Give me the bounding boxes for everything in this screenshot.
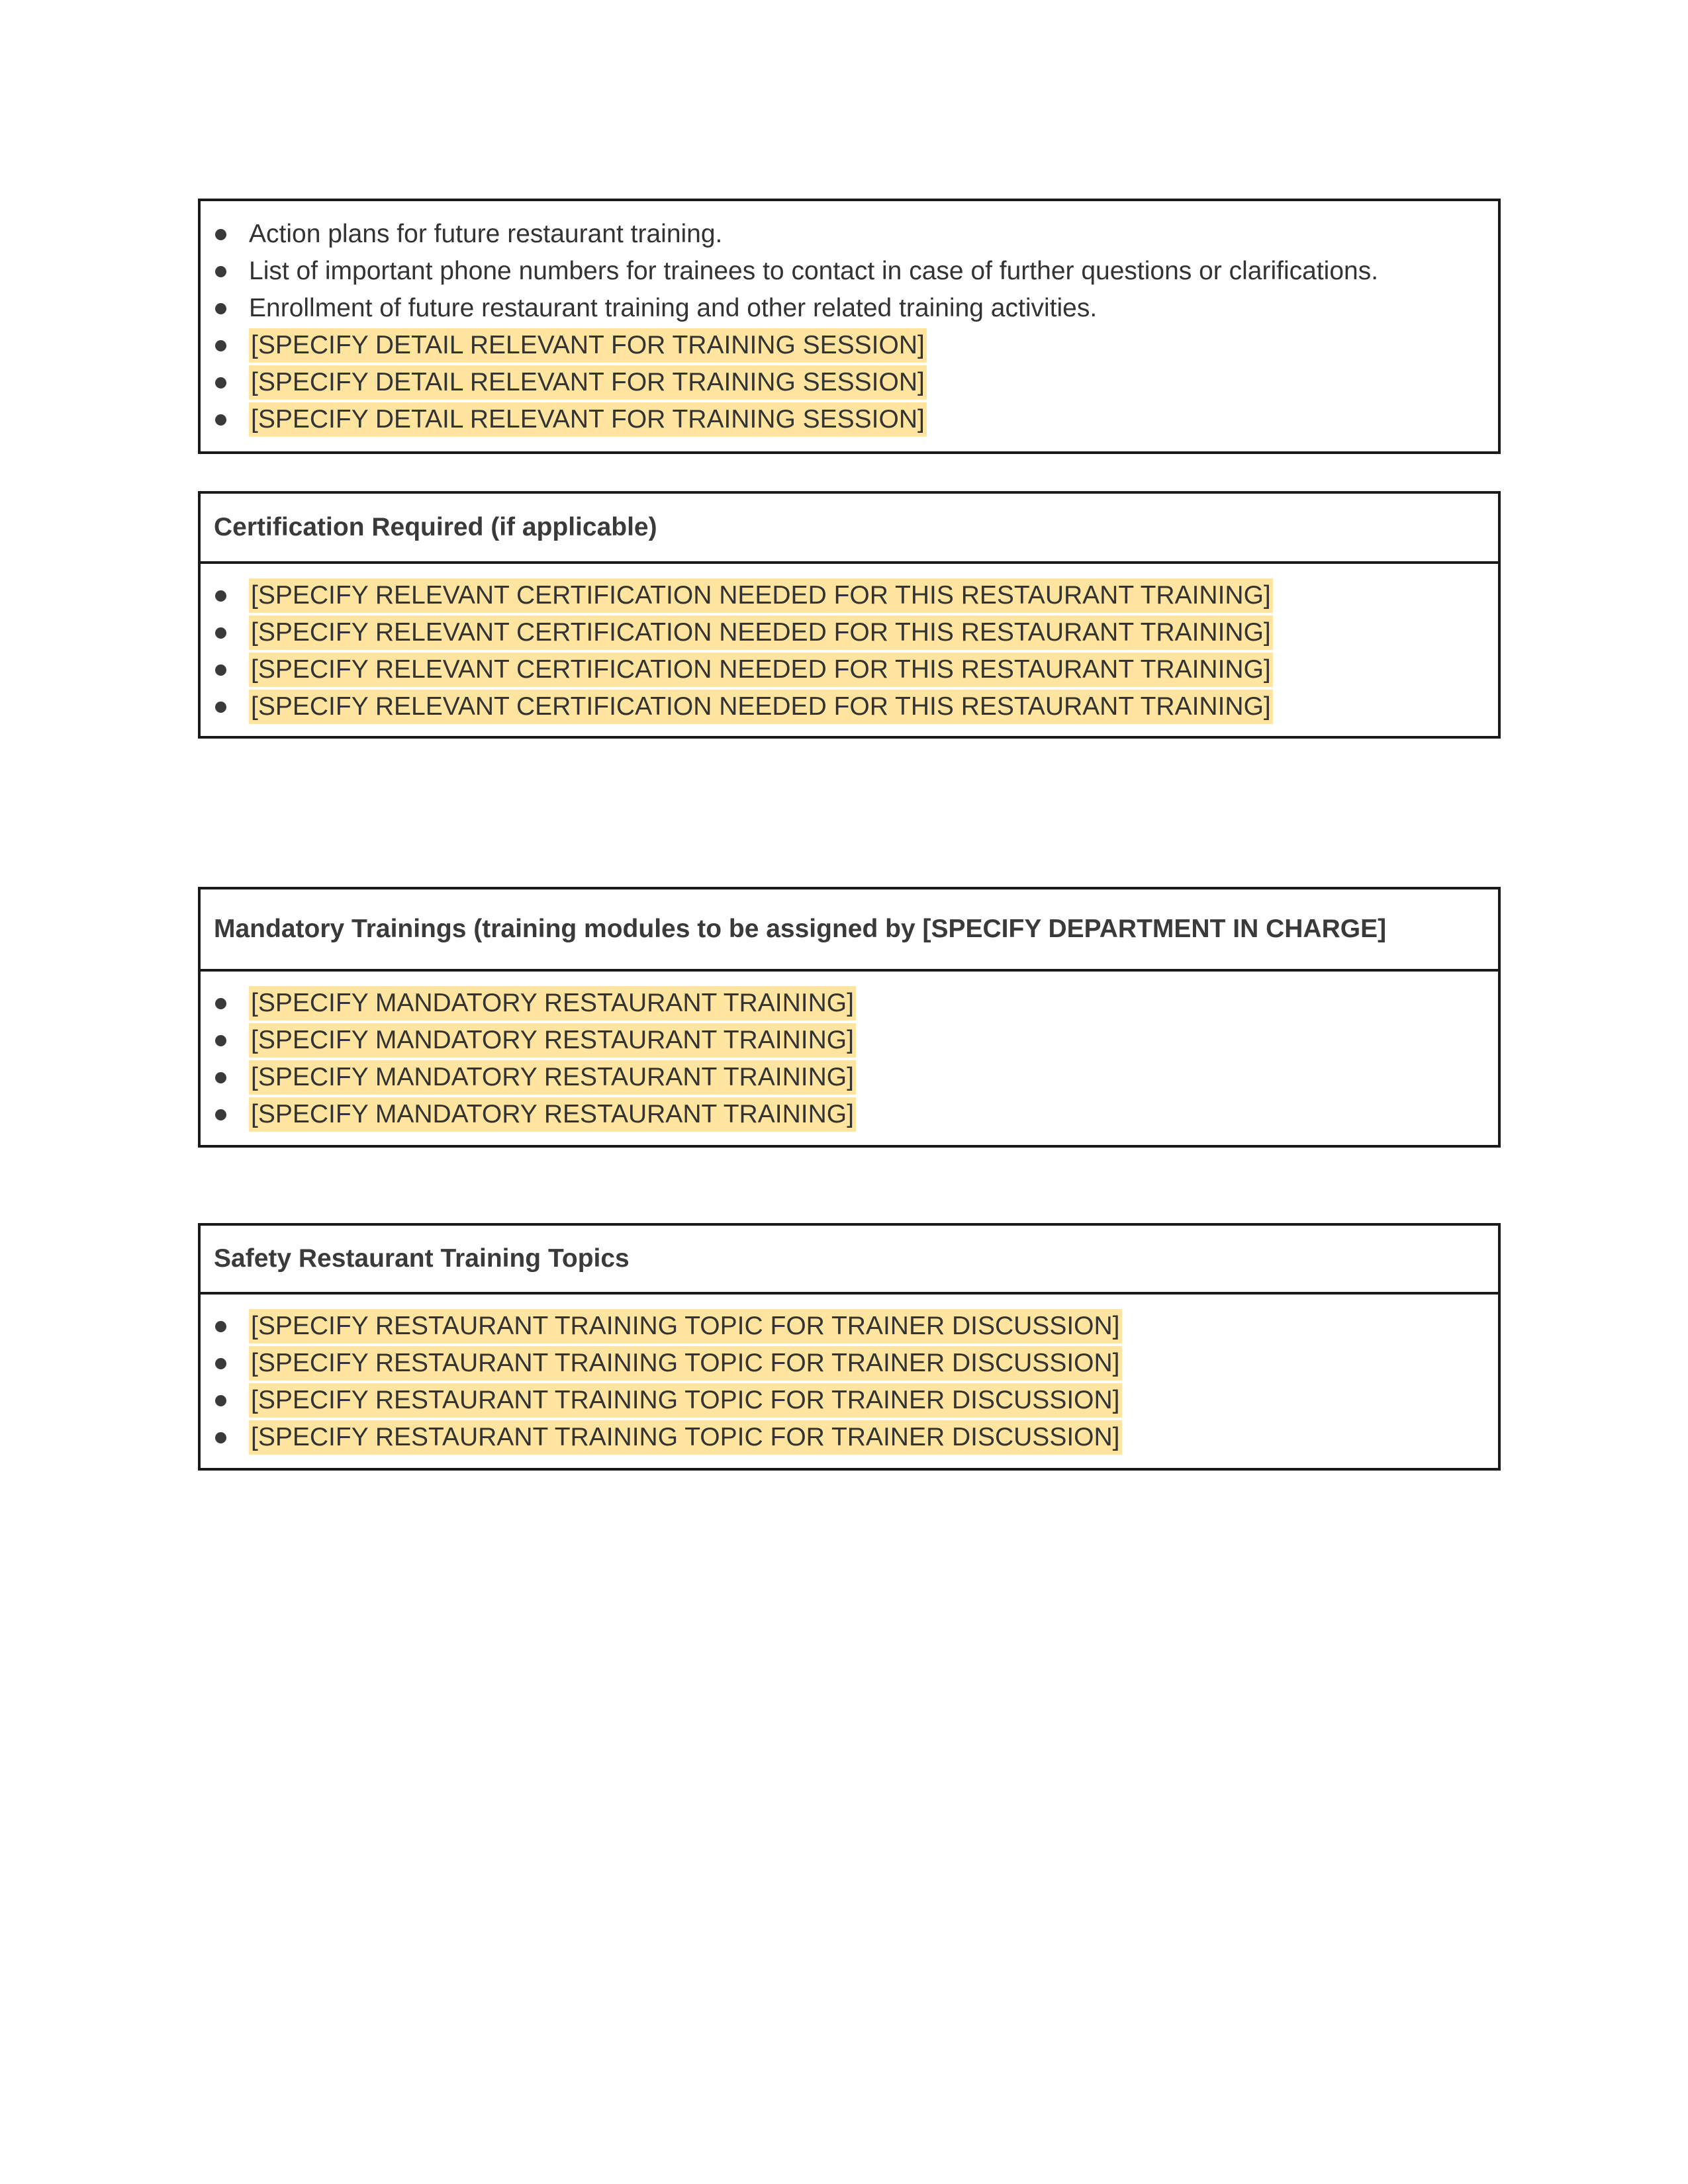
bullet-icon [215, 1321, 226, 1332]
list-item [201, 1419, 1498, 1456]
list-item [201, 1059, 1498, 1096]
bullet-icon [215, 627, 226, 639]
list-item [201, 1382, 1498, 1419]
safety-topics-box [198, 1223, 1501, 1471]
mandatory-trainings-box [198, 887, 1501, 1148]
bullet-icon [215, 340, 226, 351]
bullet-icon [215, 590, 226, 602]
list-item-text: List of important phone numbers for trainees to contact in case of further questions or clarifications. [249, 257, 1379, 285]
placeholder-text: [SPECIFY MANDATORY RESTAURANT TRAINING] [249, 1023, 856, 1058]
list-item [201, 651, 1498, 688]
list-item [201, 1096, 1498, 1133]
mandatory-trainings-list [201, 972, 1498, 1133]
bullet-icon [215, 266, 226, 277]
list-item [201, 401, 1498, 438]
placeholder-text: [SPECIFY MANDATORY RESTAURANT TRAINING] [249, 986, 856, 1021]
placeholder-text: [SPECIFY RESTAURANT TRAINING TOPIC FOR TRAINER DISCUSSION] [249, 1383, 1122, 1418]
placeholder-text: [SPECIFY MANDATORY RESTAURANT TRAINING] [249, 1097, 856, 1132]
safety-topics-title: Safety Restaurant Training Topics [201, 1226, 1498, 1295]
list-item-text: Enrollment of future restaurant training and other related training activities. [249, 294, 1098, 322]
placeholder-text: [SPECIFY MANDATORY RESTAURANT TRAINING] [249, 1060, 856, 1095]
list-item [201, 216, 1498, 253]
list-item [201, 688, 1498, 725]
training-details-box [198, 199, 1501, 454]
list-item [201, 1308, 1498, 1345]
placeholder-text: [SPECIFY DETAIL RELEVANT FOR TRAINING SESSION] [249, 365, 927, 400]
bullet-icon [215, 229, 226, 240]
placeholder-text: [SPECIFY DETAIL RELEVANT FOR TRAINING SESSION] [249, 402, 927, 437]
bullet-icon [215, 1358, 226, 1369]
certification-list [201, 564, 1498, 725]
bullet-icon [215, 303, 226, 314]
list-item [201, 985, 1498, 1022]
list-item [201, 577, 1498, 614]
list-item [201, 327, 1498, 364]
list-item [201, 290, 1498, 327]
bullet-icon [215, 1035, 226, 1046]
placeholder-text: [SPECIFY RELEVANT CERTIFICATION NEEDED FOR THIS RESTAURANT TRAINING] [249, 653, 1273, 687]
mandatory-trainings-title: Mandatory Trainings (training modules to be assigned by [SPECIFY DEPARTMENT IN CHARGE] [201, 889, 1498, 972]
bullet-icon [215, 1395, 226, 1406]
certification-title: Certification Required (if applicable) [201, 494, 1498, 564]
placeholder-text: [SPECIFY RESTAURANT TRAINING TOPIC FOR TRAINER DISCUSSION] [249, 1420, 1122, 1455]
bullet-icon [215, 702, 226, 713]
bullet-icon [215, 1072, 226, 1083]
placeholder-text: [SPECIFY RELEVANT CERTIFICATION NEEDED FOR THIS RESTAURANT TRAINING] [249, 690, 1273, 724]
list-item-text: Action plans for future restaurant training. [249, 220, 723, 248]
training-details-list [201, 201, 1498, 438]
bullet-icon [215, 998, 226, 1009]
bullet-icon [215, 414, 226, 426]
bullet-icon [215, 664, 226, 676]
list-item [201, 614, 1498, 651]
list-item [201, 253, 1498, 290]
list-item [201, 1345, 1498, 1382]
placeholder-text: [SPECIFY RELEVANT CERTIFICATION NEEDED FOR THIS RESTAURANT TRAINING] [249, 615, 1273, 650]
list-item [201, 1022, 1498, 1059]
list-item [201, 364, 1498, 401]
placeholder-text: [SPECIFY RELEVANT CERTIFICATION NEEDED FOR THIS RESTAURANT TRAINING] [249, 578, 1273, 613]
safety-topics-list [201, 1295, 1498, 1456]
certification-box [198, 491, 1501, 739]
placeholder-text: [SPECIFY DETAIL RELEVANT FOR TRAINING SESSION] [249, 328, 927, 363]
bullet-icon [215, 1432, 226, 1443]
placeholder-text: [SPECIFY RESTAURANT TRAINING TOPIC FOR TRAINER DISCUSSION] [249, 1309, 1122, 1343]
bullet-icon [215, 377, 226, 388]
placeholder-text: [SPECIFY RESTAURANT TRAINING TOPIC FOR TRAINER DISCUSSION] [249, 1346, 1122, 1381]
bullet-icon [215, 1109, 226, 1120]
